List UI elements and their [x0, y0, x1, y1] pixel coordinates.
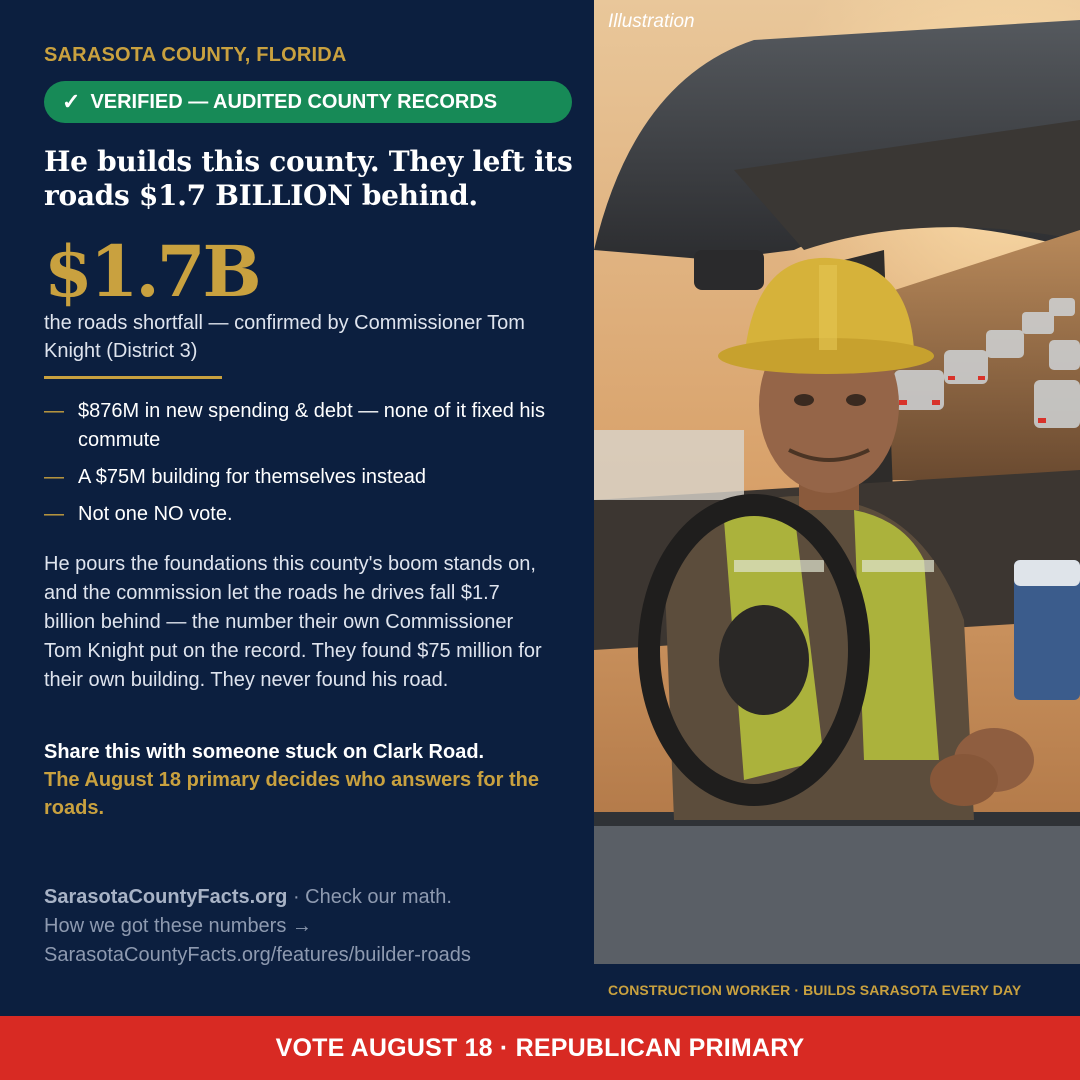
primary-text: The August 18 primary decides who answers for the roads. — [44, 769, 539, 819]
photo-panel — [594, 0, 1080, 1016]
county-label: SARASOTA COUNTY, FLORIDA — [44, 44, 347, 66]
bullet-list — [44, 397, 564, 537]
worker-truck-illustration — [594, 0, 1080, 964]
illustration-label: Illustration — [608, 11, 695, 32]
method-label: How we got these numbers → — [44, 915, 312, 937]
dash-icon: — — [44, 466, 64, 488]
site-link[interactable]: SarasotaCountyFacts.org — [44, 886, 288, 908]
gold-divider — [44, 376, 222, 379]
cta-banner — [0, 1016, 1080, 1080]
footer-tagline: · Check our math. — [287, 886, 452, 908]
bullet-text: Not one NO vote. — [78, 503, 233, 525]
big-number: $1.7B — [44, 230, 259, 313]
bullet-text: $876M in new spending & debt — none of it fixed his commute — [78, 400, 545, 451]
image-caption-bar — [594, 964, 1080, 1016]
bullet-text: A $75M building for themselves instead — [78, 466, 426, 488]
body-paragraph: He pours the foundations this county's boom stands on, and the commission let the roads he drives fall $1.7 billion behind — the number their own Commissioner Tom Knight put on the record. They found $75 million for their own building. They never found his road. — [44, 553, 542, 691]
dash-icon: — — [44, 400, 64, 422]
cta-banner-text: VOTE AUGUST 18 · REPUBLICAN PRIMARY — [275, 1033, 805, 1062]
verified-badge — [44, 81, 572, 123]
share-block — [44, 738, 564, 822]
verified-badge-text: VERIFIED — AUDITED COUNTY RECORDS — [90, 90, 498, 113]
share-text: Share this with someone stuck on Clark Road. — [44, 741, 485, 763]
bullet-item — [44, 500, 564, 529]
shortfall-caption: the roads shortfall — confirmed by Commissioner Tom Knight (District 3) — [44, 312, 525, 362]
image-caption: CONSTRUCTION WORKER · BUILDS SARASOTA EVERY DAY — [608, 982, 1022, 998]
headline: He builds this county. They left its roads $1.7 BILLION behind. — [44, 145, 573, 212]
bullet-item — [44, 463, 564, 492]
footer-line-1 — [44, 883, 584, 912]
bullet-item — [44, 397, 564, 455]
footer — [44, 883, 584, 970]
method-link[interactable]: SarasotaCountyFacts.org/features/builder-roads — [44, 944, 471, 966]
dash-icon: — — [44, 503, 64, 525]
checkmark-icon: ✓ — [62, 89, 81, 114]
